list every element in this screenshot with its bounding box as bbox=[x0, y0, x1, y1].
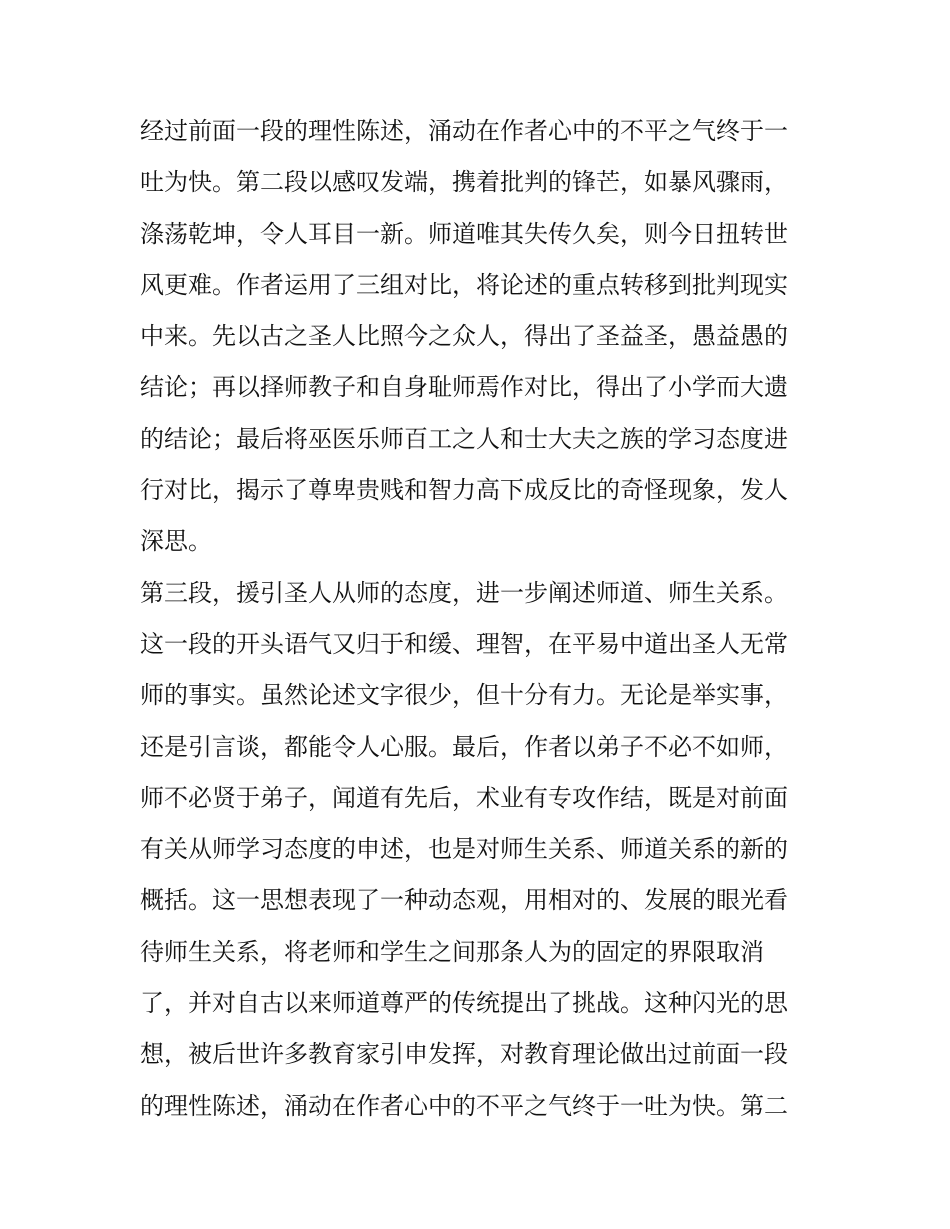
text-line: 的理性陈述，涌动在作者心中的不平之气终于一吐为快。第二 bbox=[140, 1091, 788, 1120]
text-line: 师的事实。虽然论述文字很少，但十分有力。无论是举实事， bbox=[140, 681, 788, 710]
body-text bbox=[140, 106, 820, 1132]
text-line: 第三段，援引圣人从师的态度，进一步阐述师道、师生关系。 bbox=[140, 578, 788, 607]
text-line: 师不必贤于弟子，闻道有先后，术业有专攻作结，既是对前面 bbox=[140, 783, 788, 812]
text-line: 结论；再以择师教子和自身耻师焉作对比，得出了小学而大遗 bbox=[140, 373, 788, 402]
text-line: 中来。先以古之圣人比照今之众人，得出了圣益圣，愚益愚的 bbox=[140, 322, 788, 351]
text-line: 概括。这一思想表现了一种动态观，用相对的、发展的眼光看 bbox=[140, 886, 788, 915]
text-line: 这一段的开头语气又归于和缓、理智，在平易中道出圣人无常 bbox=[140, 629, 788, 658]
text-line: 待师生关系，将老师和学生之间那条人为的固定的界限取消 bbox=[140, 937, 764, 966]
text-line: 深思。 bbox=[140, 527, 212, 556]
text-line: 吐为快。第二段以感叹发端，携着批判的锋芒，如暴风骤雨， bbox=[140, 168, 788, 197]
text-line: 涤荡乾坤，令人耳目一新。师道唯其失传久矣，则今日扭转世 bbox=[140, 219, 788, 248]
text-line: 还是引言谈，都能令人心服。最后，作者以弟子不必不如师， bbox=[140, 732, 788, 761]
text-line: 了，并对自古以来师道尊严的传统提出了挑战。这种闪光的思 bbox=[140, 989, 788, 1018]
text-line: 经过前面一段的理性陈述，涌动在作者心中的不平之气终于一 bbox=[140, 117, 788, 145]
text-line: 有关从师学习态度的申述，也是对师生关系、师道关系的新的 bbox=[140, 835, 788, 864]
text-line: 想，被后世许多教育家引申发挥，对教育理论做出过前面一段 bbox=[140, 1040, 788, 1069]
text-line: 行对比，揭示了尊卑贵贱和智力高下成反比的奇怪现象，发人 bbox=[140, 476, 788, 505]
text-line: 风更难。作者运用了三组对比，将论述的重点转移到批判现实 bbox=[140, 270, 788, 299]
text-line: 的结论；最后将巫医乐师百工之人和士大夫之族的学习态度进 bbox=[140, 424, 788, 453]
